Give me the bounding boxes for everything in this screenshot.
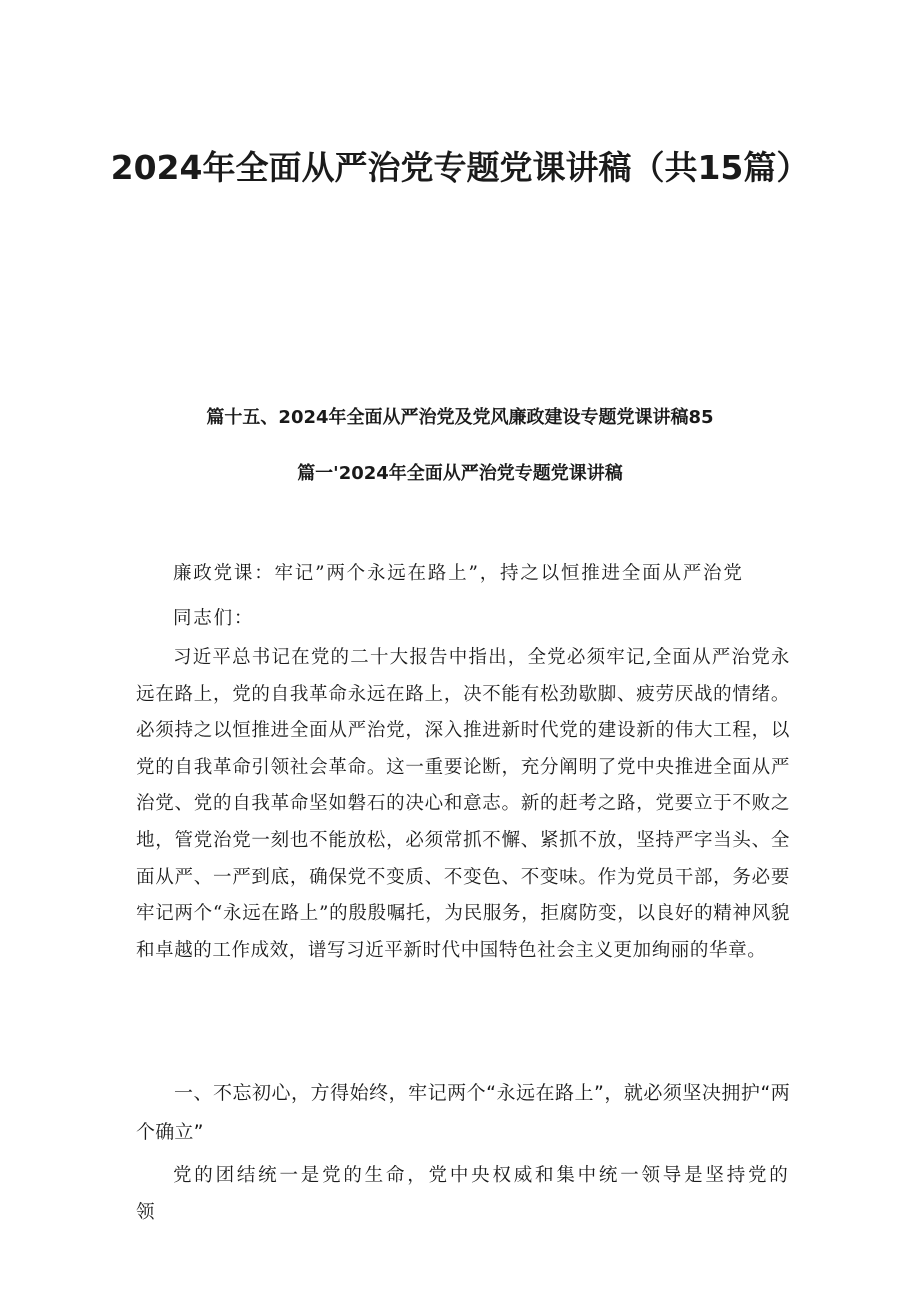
body-paragraph-block [136, 1158, 790, 1231]
lecture-title: 廉政党课：牢记”两个永远在路上”，持之以恒推进全面从严治党 [173, 563, 744, 584]
document-title: 2024年全面从严治党专题党课讲稿（共15篇） [110, 148, 810, 187]
toc-entry: 篇十五、2024年全面从严治党及党风廉政建设专题党课讲稿85 [206, 407, 714, 428]
section-heading: 一、不忘初心，方得始终，牢记两个“永远在路上”，就必须坚决拥护“两个确立” [136, 1082, 790, 1143]
body-paragraph-block [136, 640, 790, 969]
salutation: 同志们： [173, 608, 255, 629]
body-paragraph: 党的团结统一是党的生命，党中央权威和集中统一领导是坚持党的领 [136, 1165, 790, 1223]
toc-entry: 篇一'2024年全面从严治党专题党课讲稿 [297, 463, 623, 484]
body-paragraph: 习近平总书记在党的二十大报告中指出，全党必须牢记,全面从严治党永远在路上，党的自我革命永远在路上，决不能有松劲歇脚、疲劳厌战的情绪。必须持之以恒推进全面从严治党，深入推进新时代党的建设新的伟大工程，以党的自我革命引领社会革命。这一重要论断，充分阐明了党中央推进全面从严治党、党的自我革命坚如磐石的决心和意志。新的赶考之路，党要立于不败之地，管党治党一刻也不能放松，必须常抓不懈、紧抓不放，坚持严字当头、全面从严、一严到底，确保党不变质、不变色、不变味。作为党员干部，务必要牢记两个“永远在路上”的殷殷嘱托，为民服务，拒腐防变，以良好的精神风貌和卓越的工作成效，谱写习近平新时代中国特色社会主义更加绚丽的华章。 [136, 647, 790, 961]
